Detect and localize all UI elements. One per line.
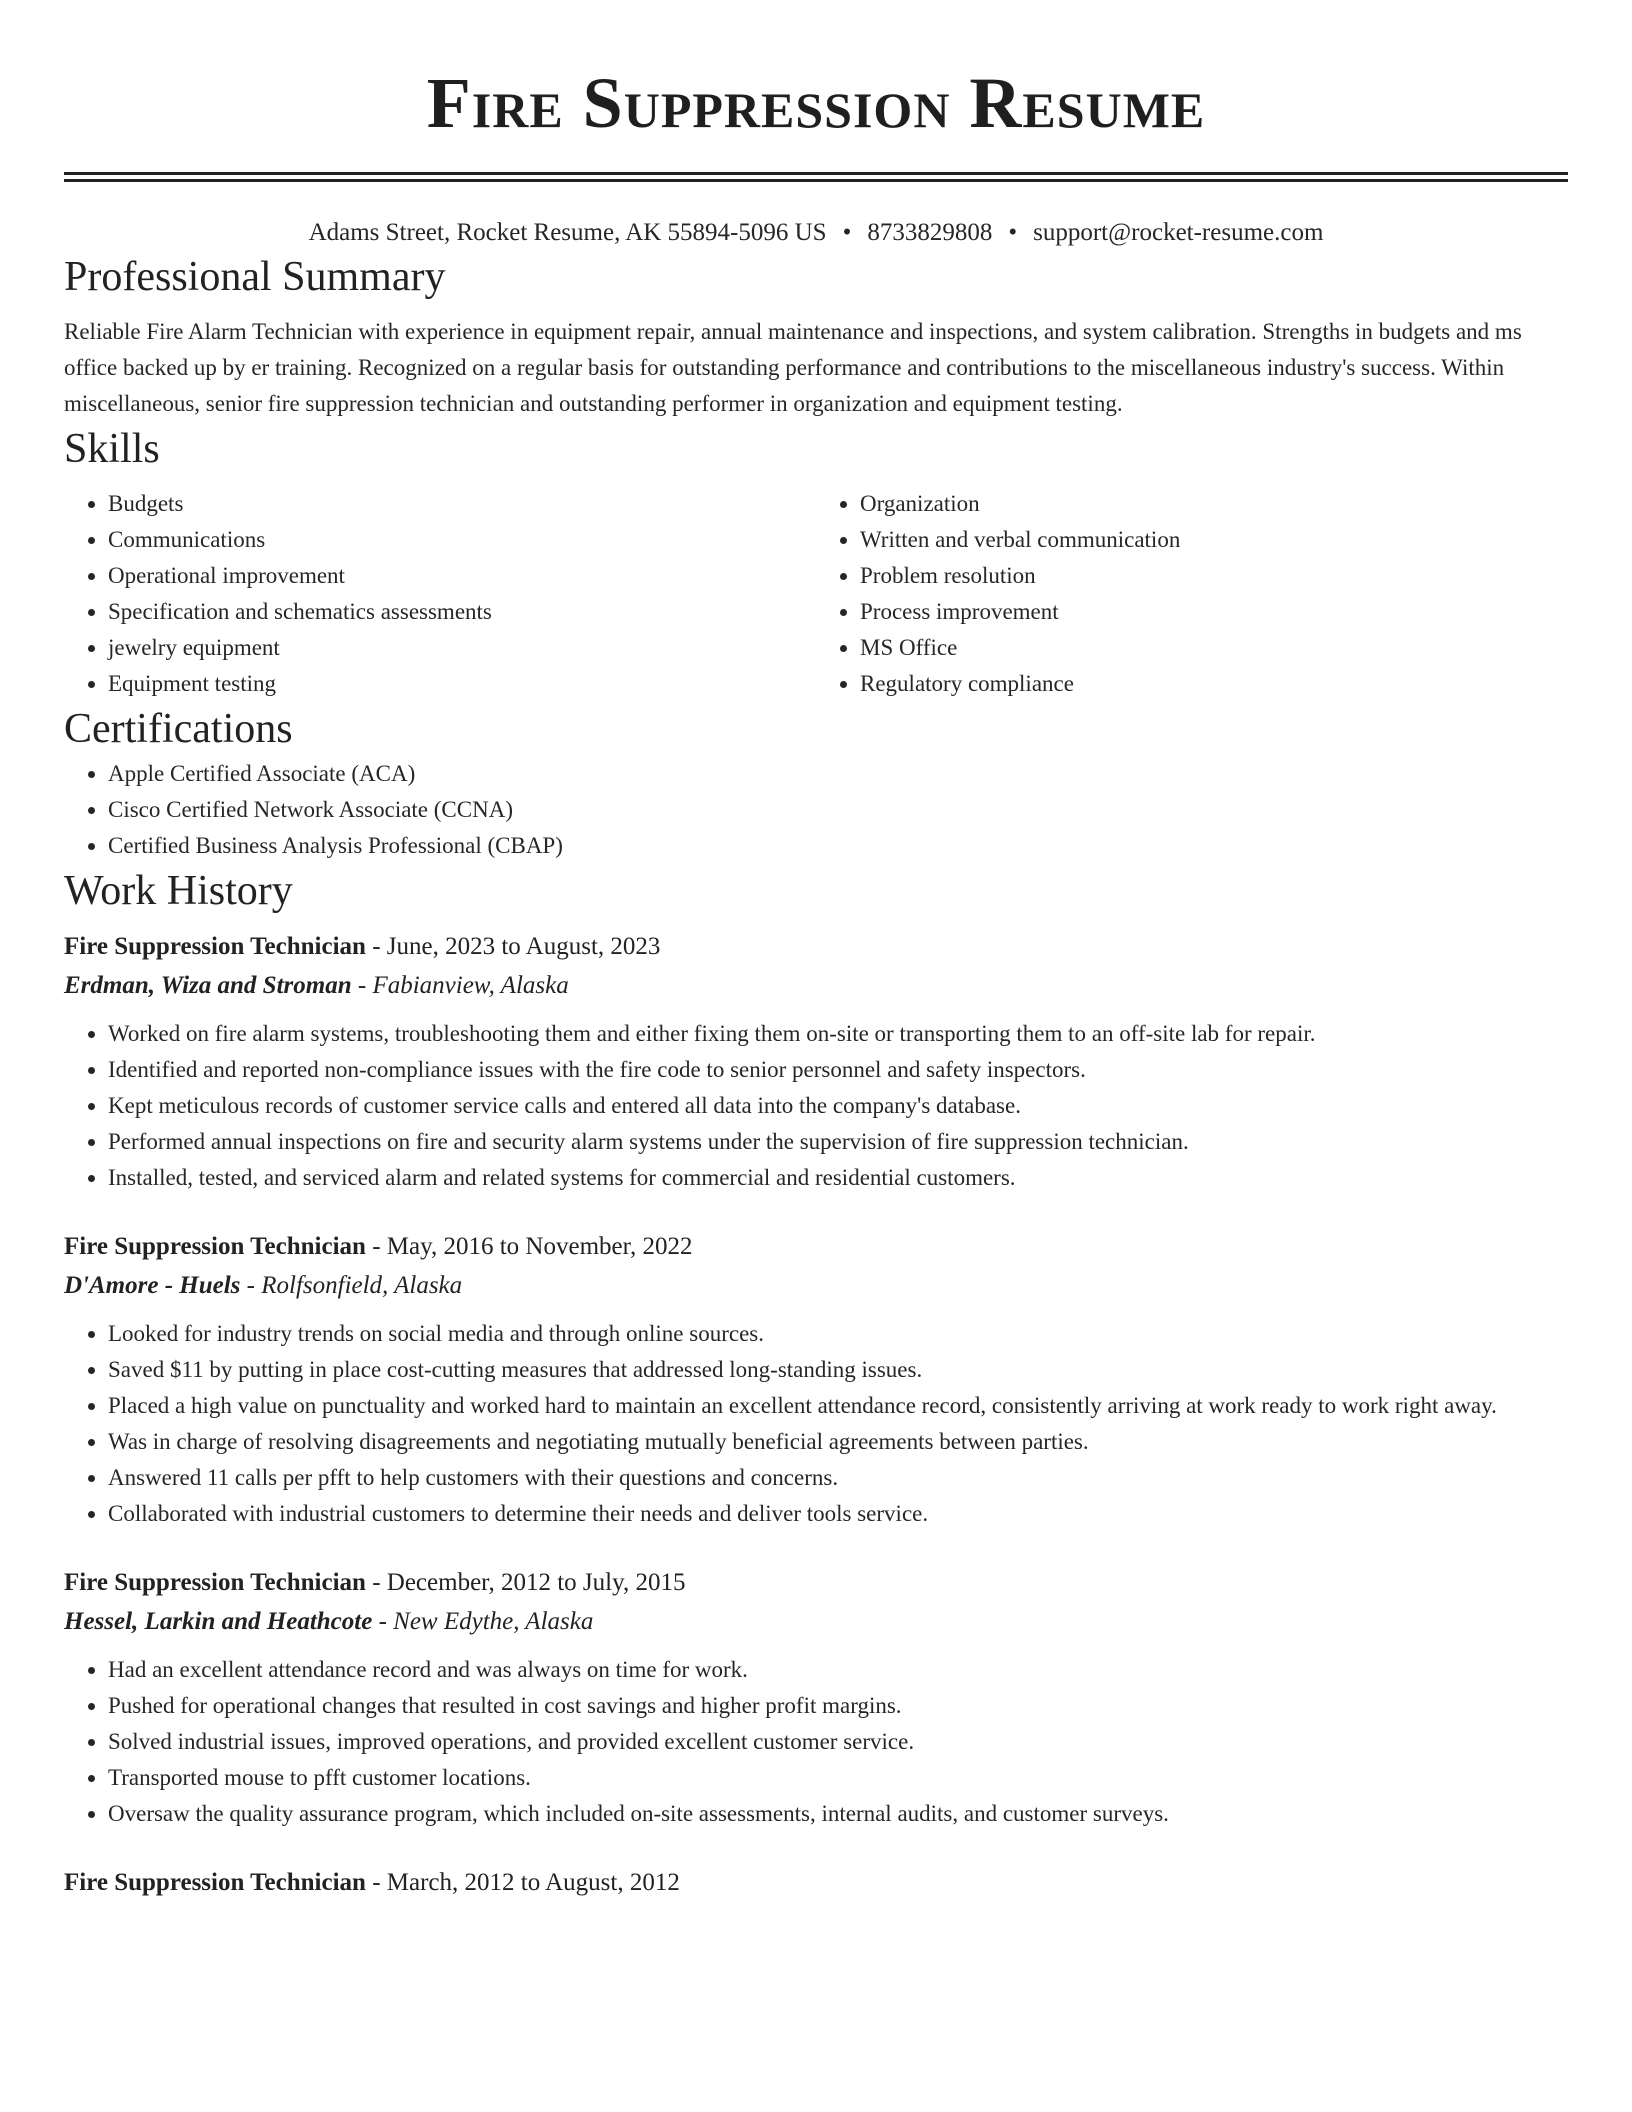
skill-item: • Communications <box>108 522 816 558</box>
job-bullet: • Transported mouse to pfft customer locations. <box>108 1760 1568 1796</box>
job-title: Fire Suppression Technician <box>64 1233 366 1260</box>
skill-item: • Budgets <box>108 486 816 522</box>
summary-text: Reliable Fire Alarm Technician with experience in equipment repair, annual maintenance and inspections, and system calibration. Strengths in budgets and ms office backed up by er training. Recognized on a regular basis for outstanding performance and contributions to the miscellaneous industry's success. Within miscellaneous, senior fire suppression technician and outstanding performer in organization and equipment testing. <box>64 319 1522 416</box>
skills-list-left <box>64 486 816 702</box>
job-dates: - March, 2012 to August, 2012 <box>365 1869 680 1896</box>
job-company: Erdman, Wiza and Stroman <box>64 972 352 999</box>
skill-item: • jewelry equipment <box>108 630 816 666</box>
job-company: D'Amore - Huels <box>64 1272 241 1299</box>
skill-item: • Equipment testing <box>108 666 816 702</box>
job-bullet: • Had an excellent attendance record and was always on time for work. <box>108 1652 1568 1688</box>
contact-line <box>64 216 1568 250</box>
job-dates: - December, 2012 to July, 2015 <box>365 1569 686 1596</box>
job-bullet: • Looked for industry trends on social media and through online sources. <box>108 1316 1568 1352</box>
job-bullets <box>64 1016 1568 1196</box>
skills-list-right <box>816 486 1568 702</box>
job-entry <box>64 1564 1568 1832</box>
job-location: - Rolfsonfield, Alaska <box>240 1272 463 1299</box>
resume-title: Fire Suppression Resume <box>426 63 1206 143</box>
job-entry <box>64 1864 1568 1902</box>
skill-item: • MS Office <box>860 630 1568 666</box>
job-title-line <box>64 1564 1568 1602</box>
skill-item: • Written and verbal communication <box>860 522 1568 558</box>
contact-email: support@rocket-resume.com <box>1033 219 1324 246</box>
job-location: - Fabianview, Alaska <box>351 972 569 999</box>
job-dates: - May, 2016 to November, 2022 <box>365 1233 693 1260</box>
job-location: - New Edythe, Alaska <box>372 1608 594 1635</box>
job-company: Hessel, Larkin and Heathcote <box>64 1608 373 1635</box>
contact-phone: 8733829808 <box>867 219 993 246</box>
job-bullet: • Performed annual inspections on fire and security alarm systems under the supervision of fire suppression technician. <box>108 1124 1568 1160</box>
skill-item: • Operational improvement <box>108 558 816 594</box>
title-divider <box>64 172 1568 182</box>
job-bullet: • Oversaw the quality assurance program, which included on-site assessments, internal audits, and customer surveys. <box>108 1796 1568 1832</box>
skill-item: • Organization <box>860 486 1568 522</box>
job-bullet: • Solved industrial issues, improved operations, and provided excellent customer service. <box>108 1724 1568 1760</box>
work-history-heading: Work History <box>64 868 293 914</box>
job-bullet: • Kept meticulous records of customer service calls and entered all data into the company's database. <box>108 1088 1568 1124</box>
job-bullets <box>64 1652 1568 1832</box>
job-title: Fire Suppression Technician <box>64 933 366 960</box>
job-bullet: • Placed a high value on punctuality and worked hard to maintain an excellent attendance record, consistently arriving at work ready to work right away. <box>108 1388 1568 1424</box>
contact-separator: • <box>1008 219 1018 246</box>
job-bullet: • Collaborated with industrial customers to determine their needs and deliver tools service. <box>108 1496 1568 1532</box>
certification-item: • Certified Business Analysis Professional (CBAP) <box>108 828 1568 864</box>
job-dates: - June, 2023 to August, 2023 <box>365 933 661 960</box>
job-bullet: • Worked on fire alarm systems, troubleshooting them and either fixing them on-site or transporting them to an off-site lab for repair. <box>108 1016 1568 1052</box>
certification-item: • Cisco Certified Network Associate (CCNA) <box>108 792 1568 828</box>
skill-item: • Process improvement <box>860 594 1568 630</box>
job-company-line <box>64 966 1568 1006</box>
job-company-line <box>64 1602 1568 1642</box>
job-bullet: • Answered 11 calls per pfft to help customers with their questions and concerns. <box>108 1460 1568 1496</box>
summary-heading: Professional Summary <box>64 254 446 300</box>
job-title: Fire Suppression Technician <box>64 1869 366 1896</box>
skills-columns <box>64 486 1568 702</box>
job-entry <box>64 928 1568 1196</box>
job-bullet: • Identified and reported non-compliance issues with the fire code to senior personnel and safety inspectors. <box>108 1052 1568 1088</box>
contact-separator: • <box>842 219 852 246</box>
job-title-line <box>64 1228 1568 1266</box>
job-bullet: • Was in charge of resolving disagreements and negotiating mutually beneficial agreements between parties. <box>108 1424 1568 1460</box>
certification-item: • Apple Certified Associate (ACA) <box>108 756 1568 792</box>
job-title: Fire Suppression Technician <box>64 1569 366 1596</box>
certifications-heading: Certifications <box>64 706 293 752</box>
job-title-line <box>64 928 1568 966</box>
contact-address: Adams Street, Rocket Resume, AK 55894-5096 US <box>308 219 827 246</box>
job-bullet: • Saved $11 by putting in place cost-cutting measures that addressed long-standing issues. <box>108 1352 1568 1388</box>
skill-item: • Problem resolution <box>860 558 1568 594</box>
resume-page <box>64 0 1568 1902</box>
certifications-list <box>64 756 1568 864</box>
job-bullets <box>64 1316 1568 1532</box>
skill-item: • Specification and schematics assessments <box>108 594 816 630</box>
job-title-line <box>64 1864 1568 1902</box>
skills-heading: Skills <box>64 426 160 472</box>
job-bullet: • Pushed for operational changes that resulted in cost savings and higher profit margins. <box>108 1688 1568 1724</box>
job-company-line <box>64 1266 1568 1306</box>
job-entry <box>64 1228 1568 1532</box>
job-bullet: • Installed, tested, and serviced alarm and related systems for commercial and residential customers. <box>108 1160 1568 1196</box>
skill-item: • Regulatory compliance <box>860 666 1568 702</box>
